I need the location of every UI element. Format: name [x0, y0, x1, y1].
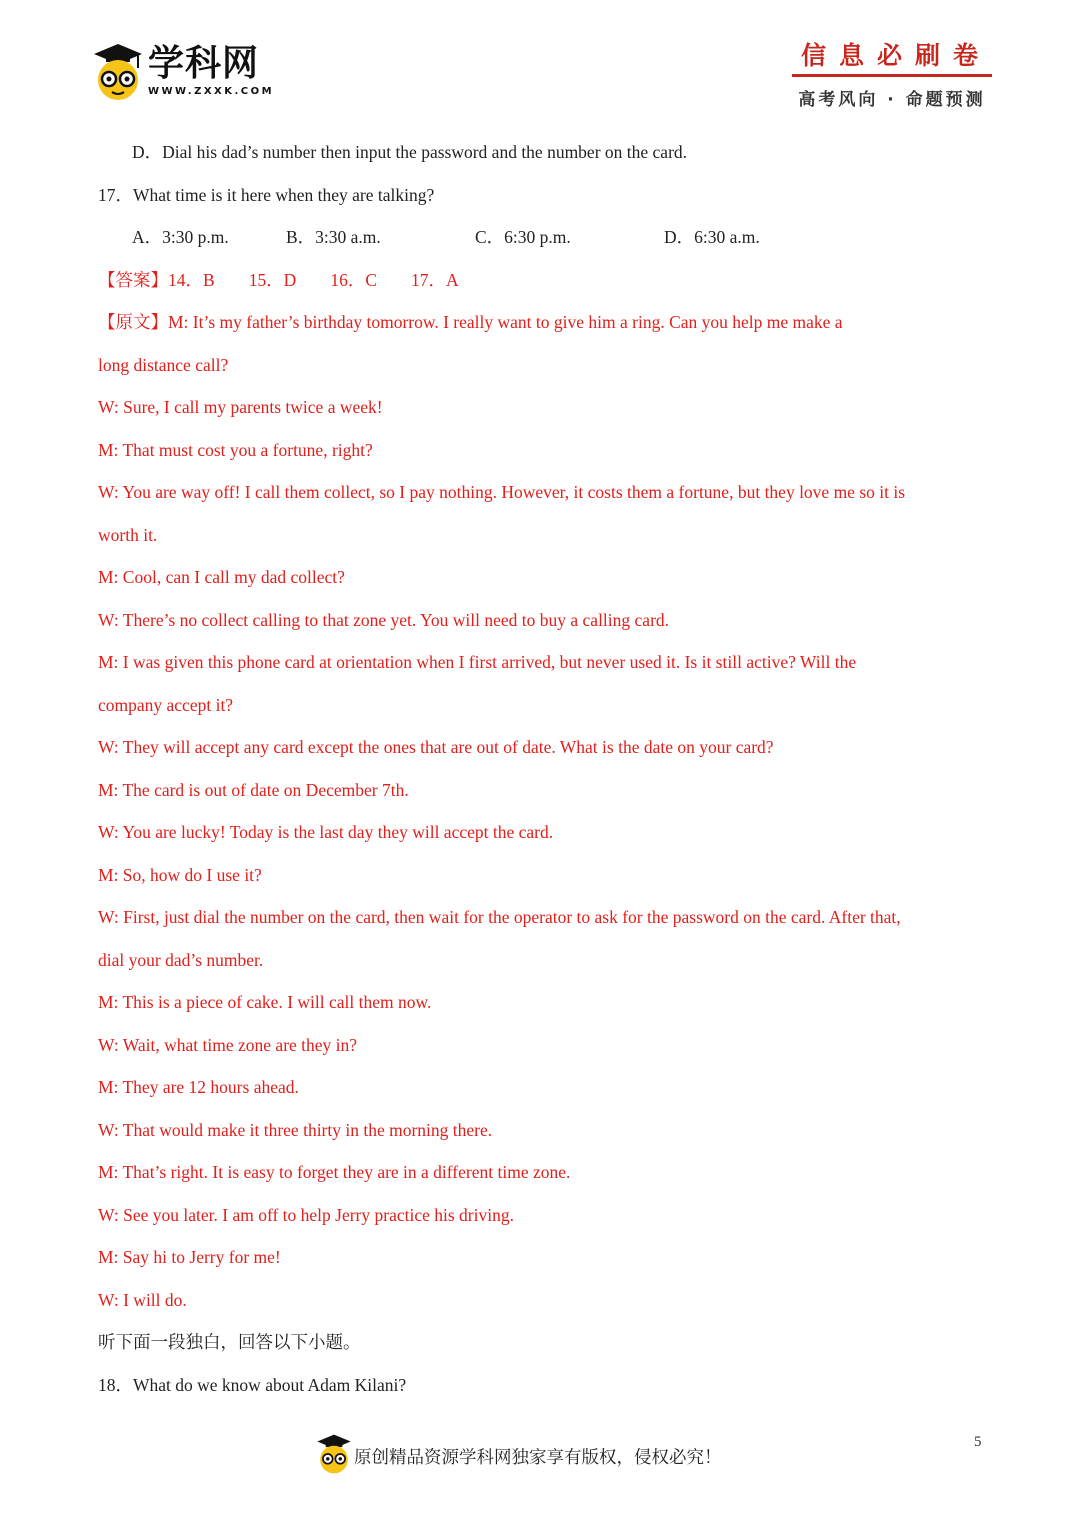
answer-key: 17．A	[411, 269, 459, 290]
document-body	[98, 131, 998, 1406]
q17-option-c: C．6:30 p.m.	[475, 227, 571, 247]
transcript-line: M: So, how do I use it?	[98, 864, 262, 885]
answer-label: 【答案】	[98, 269, 168, 290]
transcript-line: W: See you later. I am off to help Jerry practice his driving.	[98, 1204, 514, 1225]
q18-stem: 18．What do we know about Adam Kilani?	[98, 1374, 407, 1395]
logo-name: 学科网	[148, 43, 260, 84]
q16-option-d: D．Dial his dad’s number then input the password and the number on the card.	[132, 142, 688, 162]
transcript-line: W: I will do.	[98, 1289, 187, 1310]
brand-title: 信息必刷卷	[800, 41, 991, 70]
q17-option-d: D．6:30 a.m.	[664, 227, 760, 247]
transcript-line: W: First, just dial the number on the card, then wait for the operator to ask for the password on the card. After that,	[98, 907, 901, 927]
transcript-line: M: This is a piece of cake. I will call them now.	[98, 992, 432, 1012]
q17-options	[98, 216, 998, 259]
transcript-line: M: That must cost you a fortune, right?	[98, 439, 373, 460]
transcript-text: M: It’s my father’s birthday tomorrow. I really want to give him a ring. Can you help me make a	[168, 312, 843, 332]
page-footer	[0, 1432, 1080, 1482]
transcript-line: M: That’s right. It is easy to forget they are in a different time zone.	[98, 1162, 571, 1182]
brand-divider	[792, 74, 992, 77]
transcript-line: M: They are 12 hours ahead.	[98, 1077, 299, 1097]
answer-key: 15．D	[248, 269, 297, 290]
section-instruction: 听下面一段独白，回答以下小题。	[98, 1332, 361, 1352]
transcript-line: W: Sure, I call my parents twice a week!	[98, 397, 383, 417]
page-number: 5	[974, 1434, 982, 1450]
transcript-line: company accept it?	[98, 694, 234, 715]
transcript-line: long distance call?	[98, 354, 229, 375]
transcript-line: M: I was given this phone card at orientation when I first arrived, but never used it. Is it still active? Will the	[98, 652, 857, 672]
transcript-line: dial your dad’s number.	[98, 949, 264, 970]
transcript-line: W: Wait, what time zone are they in?	[98, 1034, 358, 1055]
transcript-label: 【原文】	[98, 312, 168, 332]
logo-url: WWW.ZXXK.COM	[148, 86, 275, 97]
q17-option-a: A．3:30 p.m.	[132, 227, 229, 247]
zxxk-logo	[92, 42, 282, 102]
q17-option-b: B．3:30 a.m.	[286, 227, 381, 247]
answer-key: 14．B	[168, 269, 215, 290]
owl-mascot-icon	[92, 42, 144, 102]
transcript-line: W: You are lucky! Today is the last day they will accept the card.	[98, 822, 554, 842]
transcript-line: W: That would make it three thirty in the morning there.	[98, 1119, 493, 1140]
page-header	[0, 0, 1080, 120]
transcript-first-line	[98, 301, 998, 344]
transcript-line: W: They will accept any card except the ones that are out of date. What is the date on your card?	[98, 737, 774, 757]
copyright-notice: 原创精品资源学科网独家享有版权，侵权必究！	[354, 1448, 722, 1468]
transcript-line: M: The card is out of date on December 7th.	[98, 779, 409, 800]
brand-banner	[792, 40, 992, 110]
q17-stem: 17．What time is it here when they are talking?	[98, 184, 435, 205]
transcript-line: W: You are way off! I call them collect, so I pay nothing. However, it costs them a fortune, but they love me so it is	[98, 482, 906, 502]
transcript-line: M: Cool, can I call my dad collect?	[98, 567, 345, 587]
owl-mascot-icon	[316, 1432, 352, 1476]
transcript-line: W: There’s no collect calling to that zone yet. You will need to buy a calling card.	[98, 609, 670, 630]
answer-line	[98, 259, 998, 302]
brand-subtitle: 高考风向 · 命题预测	[798, 90, 986, 110]
transcript-line: M: Say hi to Jerry for me!	[98, 1247, 281, 1267]
answer-key: 16．C	[330, 269, 378, 290]
transcript-line: worth it.	[98, 524, 158, 545]
